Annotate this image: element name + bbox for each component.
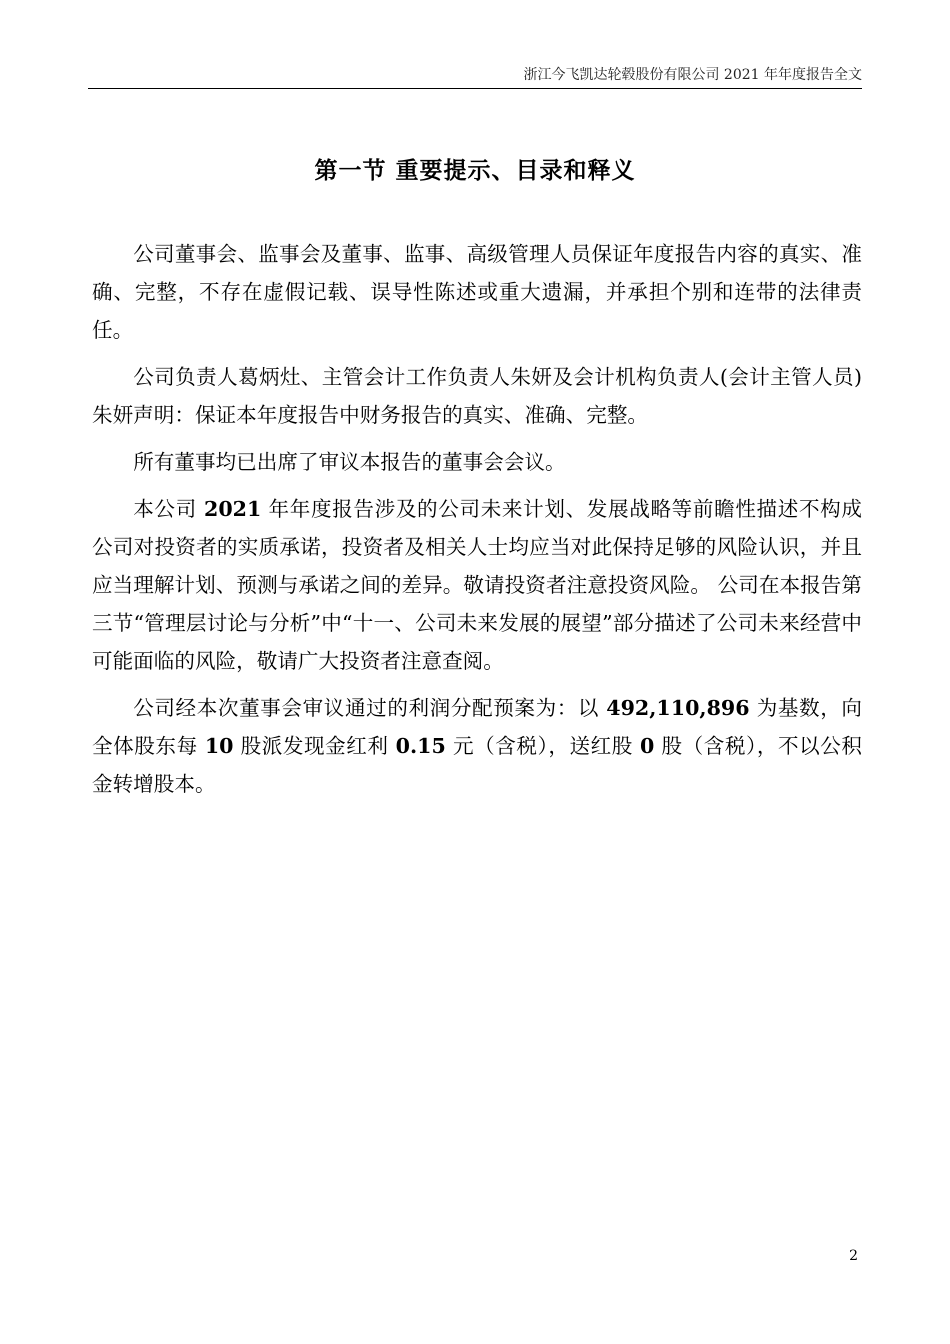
pd-part3: 股派发现金红利 (233, 734, 396, 758)
fl-suffix: 年年度报告涉及的公司未来计划、发展战略等前瞻性描述不构成公司对投资者的实质承诺，投资者及相关人士均应当对此保持足够的风险认识，并且应当理解计划、预测与承诺之间的差异。敬请投资者注意投资风险。 公司在本报告第三节“管理层讨论与分析”中“十一、公司未来发展的展望”部分描述了公司未来经营中可能面临的风险，敬请广大投资者注意查阅。 (92, 497, 862, 673)
paragraph-forward-looking (92, 490, 862, 680)
pd-part5: 股（含税），不以公积金转增股本。 (92, 734, 863, 796)
paragraph-profit-distribution (92, 689, 862, 803)
fl-prefix: 本公司 (133, 497, 205, 521)
paragraph-responsible-persons: 公司负责人葛炳灶、主管会计工作负责人朱妍及会计机构负责人(会计主管人员)朱妍声明：保证本年度报告中财务报告的真实、准确、完整。 (92, 365, 862, 427)
header-divider (88, 88, 862, 89)
pd-part2: 为基数，向全体股东每 (92, 696, 863, 758)
pd-part4: 元（含税），送红股 (445, 734, 641, 758)
base-shares: 492,110,896 (606, 696, 750, 720)
document-body (92, 235, 862, 812)
paragraph-attendance: 所有董事均已出席了审议本报告的董事会会议。 (133, 450, 566, 474)
report-year: 2021 (204, 497, 262, 521)
cash-dividend: 0.15 (395, 734, 446, 758)
bonus-shares: 0 (640, 734, 655, 758)
per-shares: 10 (204, 734, 234, 758)
section-title: 第一节 重要提示、目录和释义 (314, 157, 636, 184)
pd-part1: 公司经本次董事会审议通过的利润分配预案为：以 (133, 696, 607, 720)
paragraph-board-guarantee: 公司董事会、监事会及董事、监事、高级管理人员保证年度报告内容的真实、准确、完整，不存在虚假记载、误导性陈述或重大遗漏，并承担个别和连带的法律责任。 (92, 242, 862, 342)
page-number: 2 (849, 1248, 858, 1264)
page-header: 浙江今飞凯达轮毂股份有限公司 2021 年年度报告全文 (523, 67, 862, 83)
